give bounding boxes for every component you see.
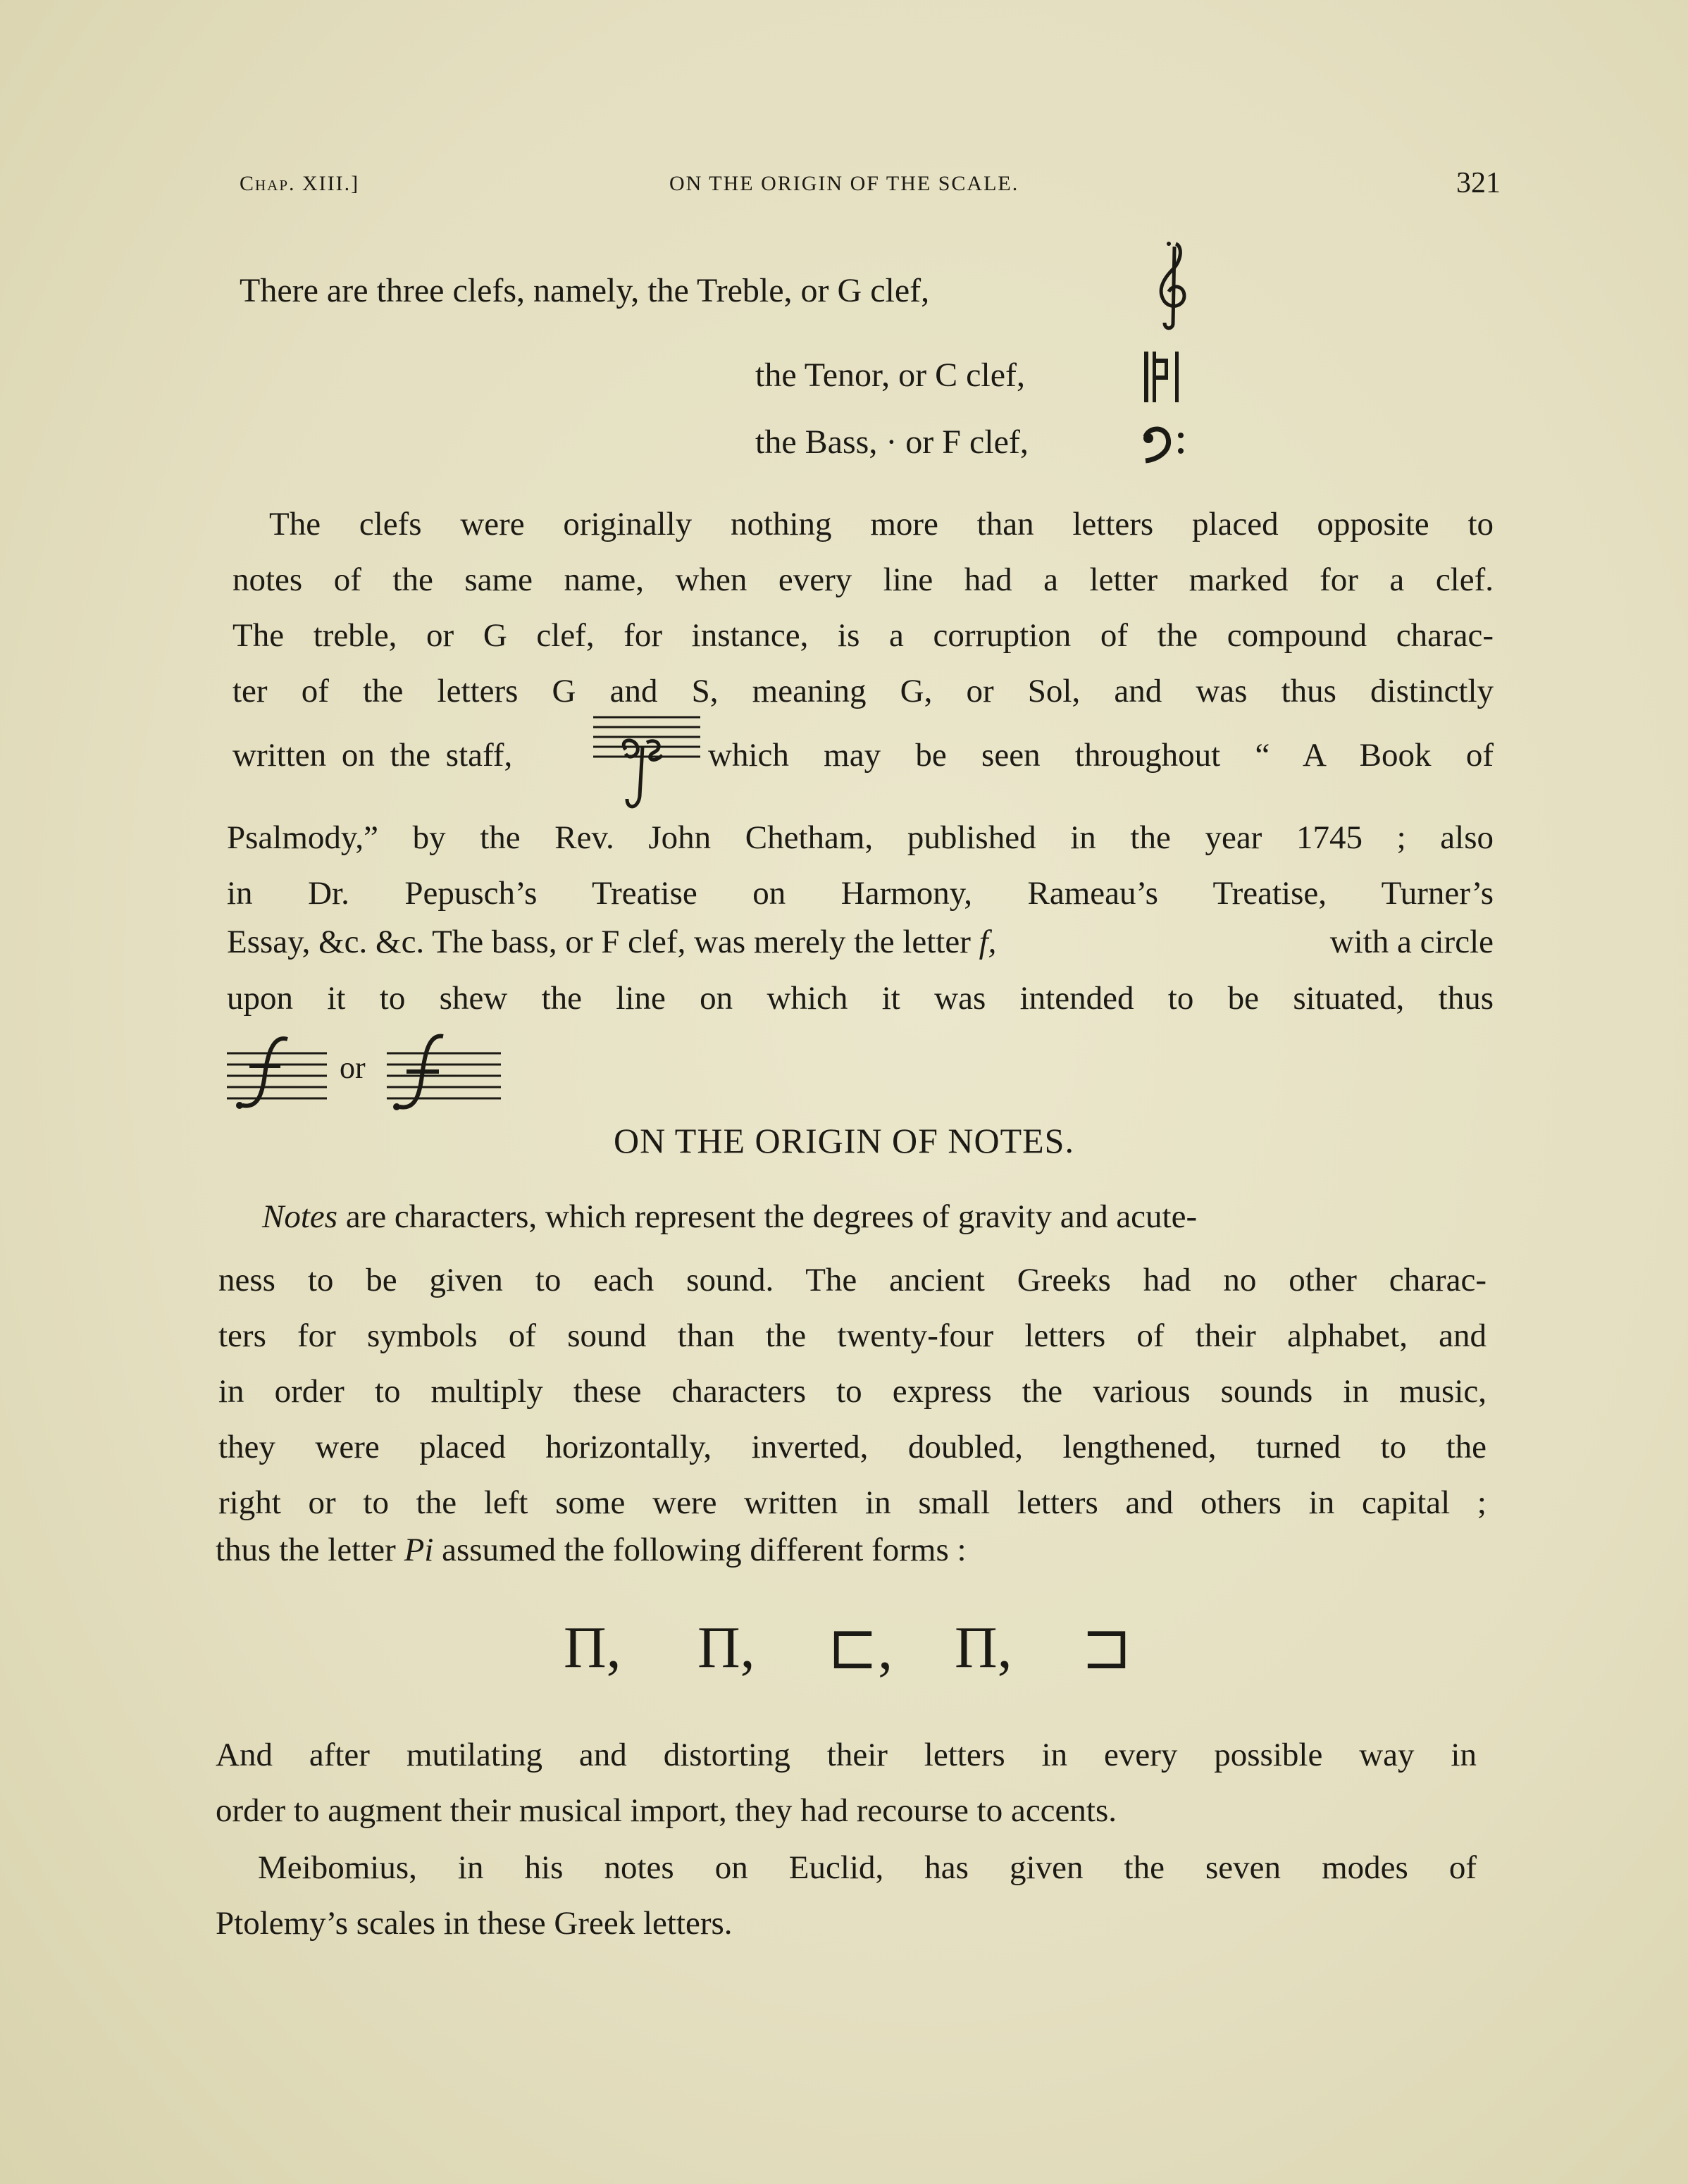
italic-notes: Notes: [262, 1198, 338, 1235]
page-number: 321: [1456, 167, 1501, 199]
italic-f: f,: [979, 924, 997, 960]
text-line: ters for symbols of sound than the twenty-four letters of their alphabet, and: [218, 1317, 1487, 1354]
f-clef-staff-alt-icon: [384, 1032, 504, 1117]
chapter-label: Chap. XIII.]: [240, 172, 360, 195]
bass-clef-icon: [1140, 423, 1196, 465]
text-line: order to augment their musical import, they had recourse to accents.: [216, 1792, 1117, 1829]
text-span: with a circle: [1329, 924, 1494, 960]
pi-form-3: ⊏,: [828, 1616, 893, 1682]
or-label: or: [340, 1050, 366, 1085]
clef-line-tenor: the Tenor, or C clef,: [755, 356, 1026, 394]
text-line: they were placed horizontally, inverted, doubled, lengthened, turned to the: [218, 1429, 1487, 1465]
italic-pi: Pi: [404, 1532, 434, 1568]
gs-clef-staff-icon: [590, 712, 703, 817]
text-line: Psalmody,” by the Rev. John Chetham, published in the year 1745 ; also: [227, 819, 1494, 856]
clef-line-treble: There are three clefs, namely, the Treble, or G clef,: [240, 272, 930, 309]
text-line: in order to multiply these characters to express the various sounds in music,: [218, 1373, 1487, 1410]
text-line-notes: [262, 1198, 1487, 1236]
text-line: in Dr. Pepusch’s Treatise on Harmony, Rameau’s Treatise, Turner’s: [227, 875, 1494, 912]
pi-form-2: Π,: [697, 1615, 755, 1680]
text-line: which may be seen throughout “ A Book of: [708, 737, 1494, 774]
text-line: upon it to shew the line on which it was intended to be situated, thus: [227, 980, 1494, 1017]
pi-form-5: ⊐: [1081, 1616, 1132, 1682]
text-line: And after mutilating and distorting their letters in every possible way in: [216, 1737, 1477, 1773]
pi-form-1: Π,: [564, 1615, 621, 1680]
text-span: assumed the following different forms :: [442, 1532, 967, 1568]
paragraph-accents: [216, 1727, 1477, 1839]
text-line: notes of the same name, when every line had a letter marked for a clef.: [232, 561, 1494, 598]
treble-clef-icon: [1152, 240, 1194, 331]
text-line-essay: [227, 923, 1494, 961]
text-line: right or to the left some were written in small letters and others in capital ;: [218, 1484, 1487, 1521]
text-line-pi: [216, 1531, 967, 1569]
text-span: Essay, &c. &c. The bass, or F clef, was merely the letter: [227, 924, 971, 960]
tenor-clef-icon: [1141, 349, 1184, 405]
paragraph-clefs-origin: [232, 497, 1494, 719]
text-line: Ptolemy’s scales in these Greek letters.: [216, 1905, 733, 1942]
paragraph-meibomius: [216, 1840, 1477, 1952]
pi-form-4: Π,: [955, 1615, 1012, 1680]
pi-forms-row: [564, 1613, 1169, 1684]
running-title: ON THE ORIGIN OF THE SCALE.: [669, 172, 1019, 195]
text-span: are characters, which represent the degrees of gravity and acute-: [345, 1198, 1198, 1235]
paragraph-notes: [218, 1253, 1487, 1531]
section-title: ON THE ORIGIN OF NOTES.: [613, 1121, 1074, 1160]
text-line: The treble, or G clef, for instance, is a corruption of the compound charac-: [232, 617, 1494, 654]
paragraph-clefs-origin-cont: [227, 810, 1494, 922]
text-line: ter of the letters G and S, meaning G, or Sol, and was thus distinctly: [232, 673, 1494, 709]
text-line: written on the staff,: [232, 737, 513, 774]
clef-line-bass: the Bass, · or F clef,: [755, 423, 1029, 461]
f-clef-staff-icon: [224, 1032, 330, 1117]
text-line: The clefs were originally nothing more than letters placed opposite to: [269, 506, 1494, 542]
text-line: Meibomius, in his notes on Euclid, has given the seven modes of: [258, 1849, 1477, 1886]
text-line: ness to be given to each sound. The ancient Greeks had no other charac-: [218, 1262, 1487, 1298]
text-span: thus the letter: [216, 1532, 396, 1568]
running-header: [240, 169, 1501, 204]
